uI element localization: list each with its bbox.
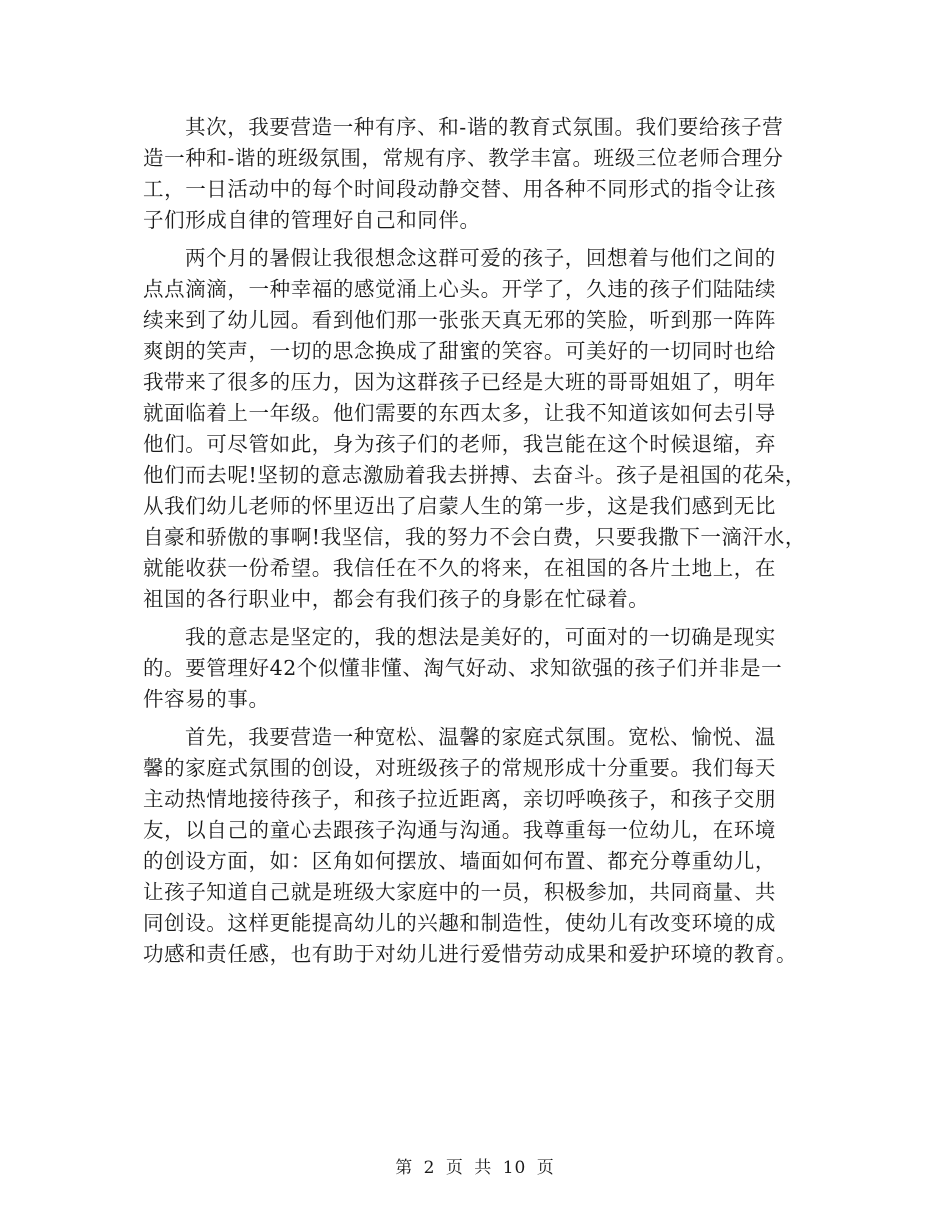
paragraph-line: 功感和责任感，也有助于对幼儿进行爱惜劳动成果和爱护环境的教育。 — [143, 942, 798, 966]
paragraph-line: 馨的家庭式氛围的创设，对班级孩子的常规形成十分重要。我们每天 — [143, 756, 776, 780]
paragraph-line: 他们。可尽管如此，身为孩子们的老师，我岂能在这个时候退缩，弃 — [143, 432, 776, 456]
paragraph-line: 件容易的事。 — [143, 687, 270, 711]
paragraph — [143, 112, 815, 236]
paragraph-line: 造一种和-谐的班级氛围，常规有序、教学丰富。班级三位老师合理分 — [143, 146, 784, 170]
paragraph-line: 自豪和骄傲的事啊!我坚信，我的努力不会白费，只要我撒下一滴汗水， — [143, 525, 806, 549]
paragraph-line: 就面临着上一年级。他们需要的东西太多，让我不知道该如何去引导 — [143, 401, 776, 425]
paragraph-line: 我的意志是坚定的，我的想法是美好的，可面对的一切确是现实 — [185, 625, 776, 649]
paragraph-line: 友，以自己的童心去跟孩子沟通与沟通。我尊重每一位幼儿，在环境 — [143, 818, 776, 842]
paragraph — [143, 622, 815, 715]
paragraph-line: 主动热情地接待孩子，和孩子拉近距离，亲切呼唤孩子，和孩子交朋 — [143, 787, 776, 811]
paragraph-line: 的创设方面，如：区角如何摆放、墙面如何布置、都充分尊重幼儿， — [143, 849, 776, 873]
footer-total-pages: 10 — [502, 1158, 527, 1178]
paragraph — [143, 243, 815, 615]
paragraph-line: 爽朗的笑声，一切的思念换成了甜蜜的笑容。可美好的一切同时也给 — [143, 339, 776, 363]
paragraph-line: 让孩子知道自己就是班级大家庭中的一员，积极参加，共同商量、共 — [143, 880, 776, 904]
paragraph-line: 其次，我要营造一种有序、和-谐的教育式氛围。我们要给孩子营 — [185, 115, 784, 139]
paragraph-line: 两个月的暑假让我很想念这群可爱的孩子，回想着与他们之间的 — [185, 246, 776, 270]
paragraph-line: 就能收获一份希望。我信任在不久的将来，在祖国的各片土地上，在 — [143, 556, 776, 580]
page-footer — [0, 1153, 950, 1178]
paragraph-line: 他们而去呢!坚韧的意志激励着我去拼搏、去奋斗。孩子是祖国的花朵， — [143, 463, 806, 487]
document-body — [143, 112, 815, 977]
paragraph-line: 子们形成自律的管理好自己和同伴。 — [143, 208, 481, 232]
paragraph-line: 工，一日活动中的每个时间段动静交替、用各种不同形式的指令让孩 — [143, 177, 776, 201]
paragraph-line: 首先，我要营造一种宽松、温馨的家庭式氛围。宽松、愉悦、温 — [185, 725, 776, 749]
footer-prefix: 第 — [395, 1158, 414, 1178]
footer-suffix: 页 — [536, 1158, 555, 1178]
paragraph — [143, 722, 815, 970]
paragraph-line: 我带来了很多的压力，因为这群孩子已经是大班的哥哥姐姐了，明年 — [143, 370, 776, 394]
paragraph-line: 点点滴滴，一种幸福的感觉涌上心头。开学了，久违的孩子们陆陆续 — [143, 277, 776, 301]
footer-page-word: 页 — [445, 1158, 464, 1178]
paragraph-line: 同创设。这样更能提高幼儿的兴趣和制造性，使幼儿有改变环境的成 — [143, 911, 776, 935]
footer-current-page: 2 — [423, 1158, 436, 1178]
paragraph-line: 祖国的各行职业中，都会有我们孩子的身影在忙碌着。 — [143, 587, 650, 611]
footer-total-word: 共 — [474, 1158, 493, 1178]
paragraph-line: 从我们幼儿老师的怀里迈出了启蒙人生的第一步，这是我们感到无比 — [143, 494, 776, 518]
paragraph-line: 续来到了幼儿园。看到他们那一张张天真无邪的笑脸，听到那一阵阵 — [143, 308, 776, 332]
paragraph-line: 的。要管理好42个似懂非懂、淘气好动、求知欲强的孩子们并非是一 — [143, 656, 783, 680]
